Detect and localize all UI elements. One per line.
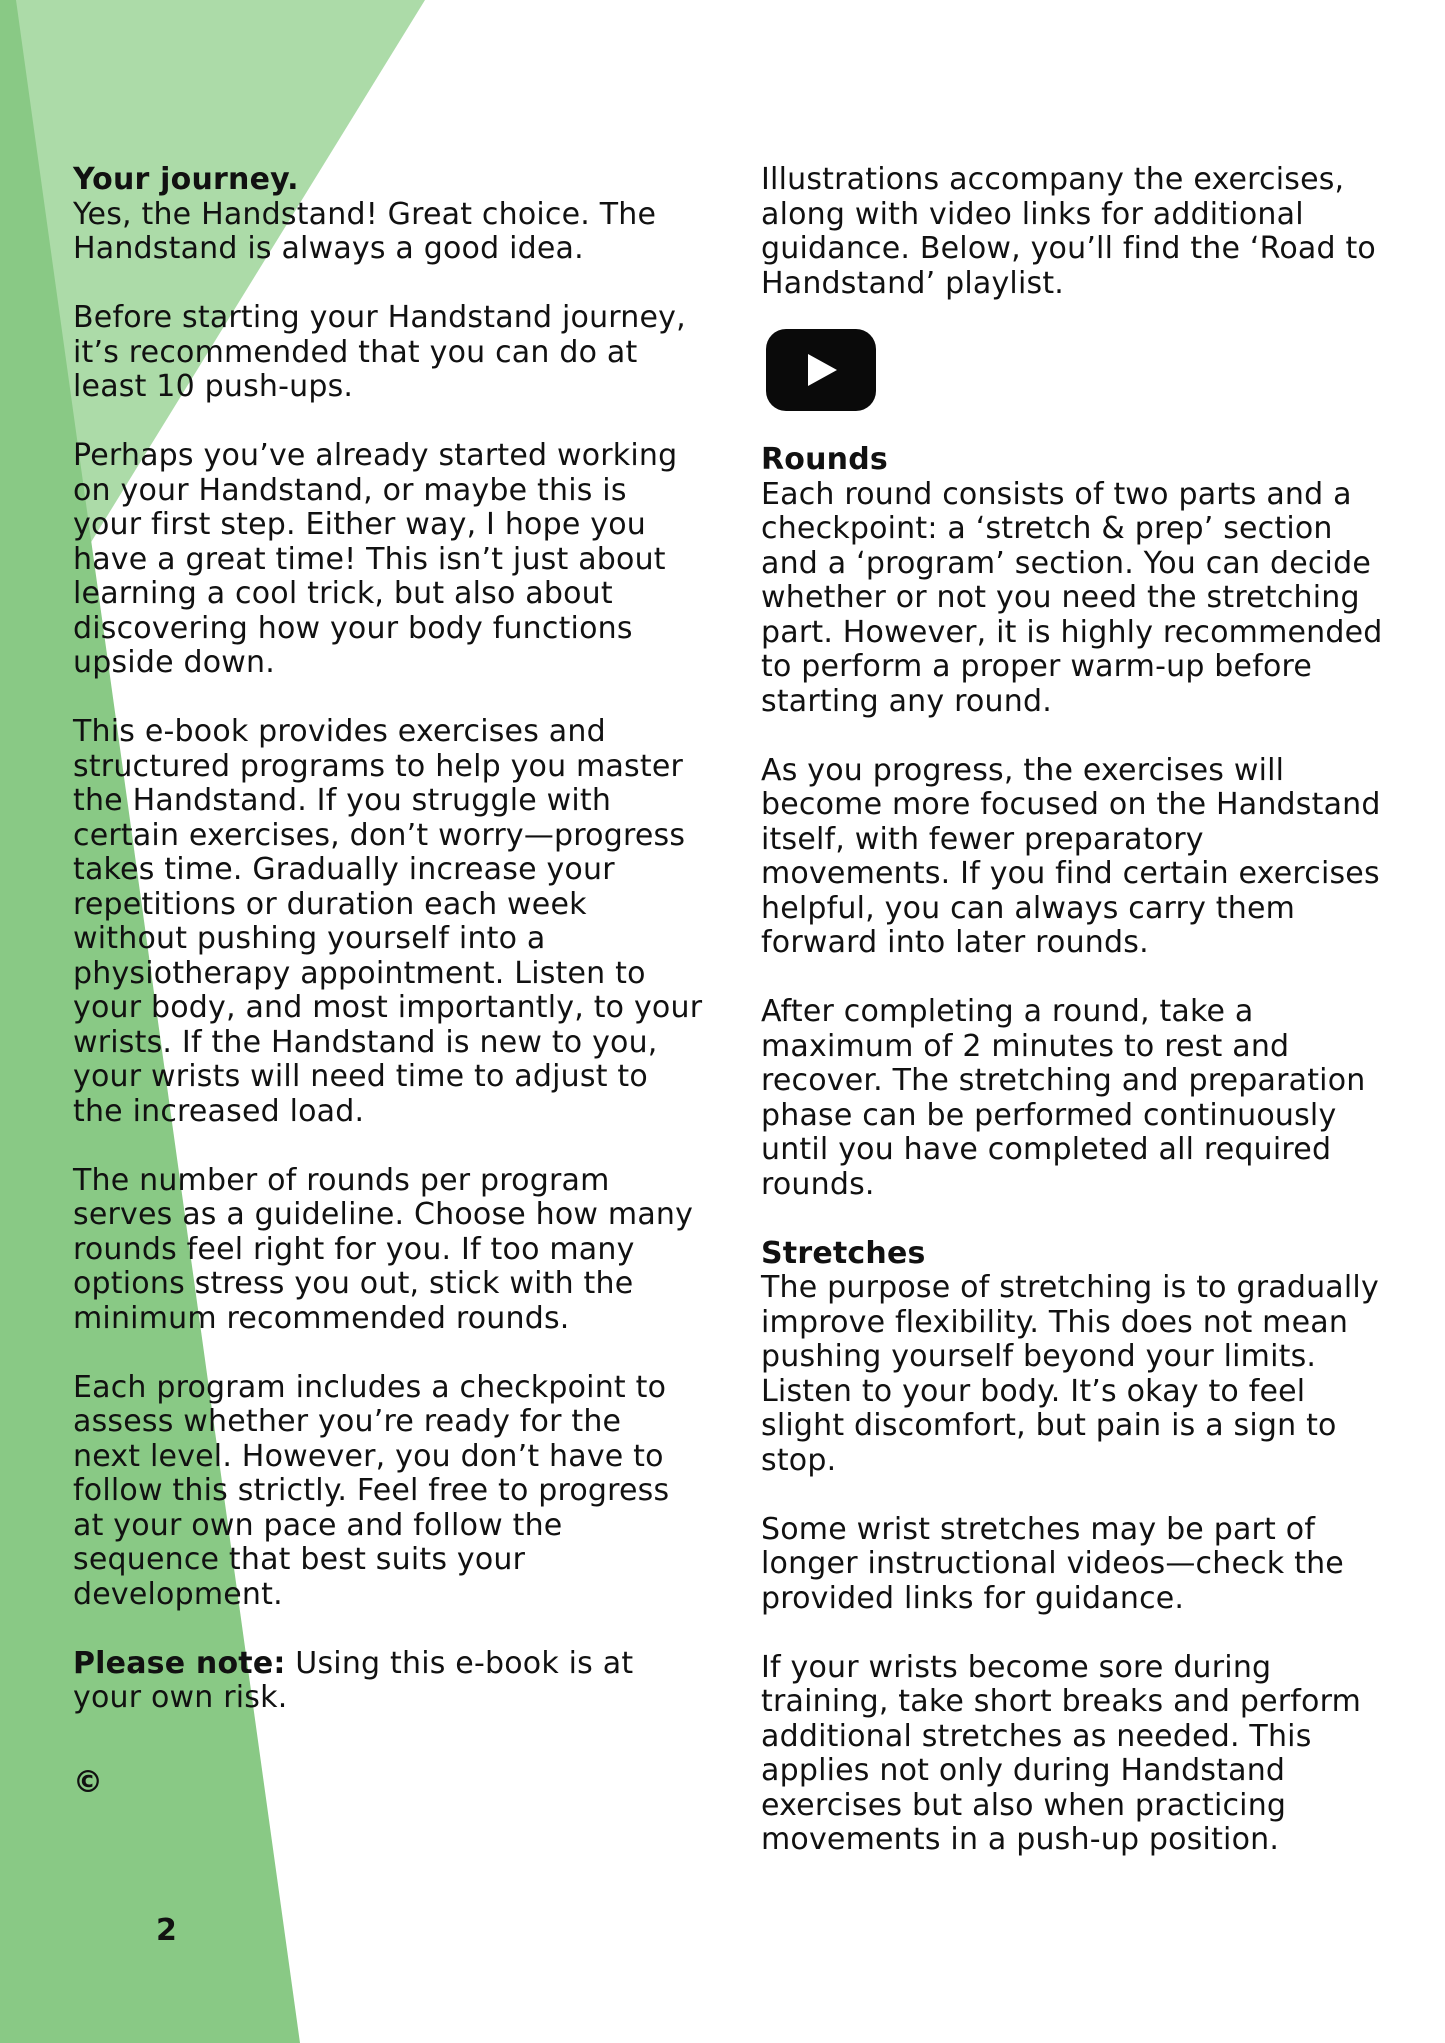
illustrations-paragraph: Illustrations accompany the exercises, along with video links for additional guidance. Below, you’ll find the ‘Road to Handstand’ playlist. xyxy=(761,162,1376,301)
wrist-videos-paragraph: Some wrist stretches may be part of longer instructional videos—check the provided links for guidance. xyxy=(761,1511,1344,1616)
stretches-section xyxy=(761,1237,1426,1479)
youtube-play-icon[interactable] xyxy=(766,329,876,411)
stretches-text: The purpose of stretching is to gradually improve flexibility. This does not mean pushing yourself beyond your limits. Listen to your body. It’s okay to feel slight discomfort, but pain is a sign to stop. xyxy=(761,1270,1379,1478)
sore-wrists-paragraph: If your wrists become sore during training, take short breaks and perform additional stretches as needed. This applies not only during Handstand exercises but also when practicing movements in a push-up position. xyxy=(761,1649,1362,1857)
start-paragraph: Perhaps you’ve already started working on your Handstand, or maybe this is your first step. Either way, I hope you have a great time! This isn’t just about learning a cool trick, but also about discovering how your body functions upside down. xyxy=(73,438,678,680)
checkpoint-paragraph: Each program includes a checkpoint to assess whether you’re ready for the next level. However, you don’t have to follow this strictly. Feel free to progress at your own pace and follow the sequence that best suits your development. xyxy=(73,1369,670,1612)
note-label: Please note: xyxy=(73,1645,286,1681)
intro-text: Yes, the Handstand! Great choice. The Handstand is always a good idea. xyxy=(73,196,657,266)
right-column xyxy=(761,163,1426,1892)
rounds-text: Each round consists of two parts and a checkpoint: a ‘stretch & prep’ section and a ‘program’ section. You can decide whether or not you need the stretching part. However, it is highly recommended to perform a proper warm-up before starting any round. xyxy=(761,476,1383,719)
intro-heading: Your journey. xyxy=(73,162,299,197)
note-text: Using this e-book is at your own risk. xyxy=(73,1645,634,1715)
stretches-heading: Stretches xyxy=(761,1235,926,1271)
page-number: 2 xyxy=(156,1913,177,1948)
left-column xyxy=(73,163,713,1800)
copyright-symbol: © xyxy=(73,1764,104,1800)
pushups-paragraph: Before starting your Handstand journey, it’s recommended that you can do at least 10 push-ups. xyxy=(73,300,686,404)
rounds-count-paragraph: The number of rounds per program serves as a guideline. Choose how many rounds feel right for you. If too many options stress you out, stick with the minimum recommended rounds. xyxy=(73,1162,694,1336)
rest-paragraph: After completing a round, take a maximum of 2 minutes to rest and recover. The stretching and preparation phase can be performed continuously until you have completed all required rounds. xyxy=(761,994,1366,1202)
intro-section xyxy=(73,163,713,267)
disclaimer-note xyxy=(73,1647,713,1716)
rounds-section xyxy=(761,443,1426,719)
ebook-paragraph: This e-book provides exercises and structured programs to help you master the Handstand. If you struggle with certain exercises, don’t worry—progress takes time. Gradually increase your repetitions or duration each week without pushing yourself into a physiotherapy appointment. Listen to your body, and most importantly, to your wrists. If the Handstand is new to you, your wrists will need time to adjust to the increased load. xyxy=(73,714,703,1129)
rounds-heading: Rounds xyxy=(761,442,888,477)
progress-paragraph: As you progress, the exercises will become more focused on the Handstand itself, with fewer preparatory movements. If you find certain exercises helpful, you can always carry them forward into later rounds. xyxy=(761,752,1381,960)
